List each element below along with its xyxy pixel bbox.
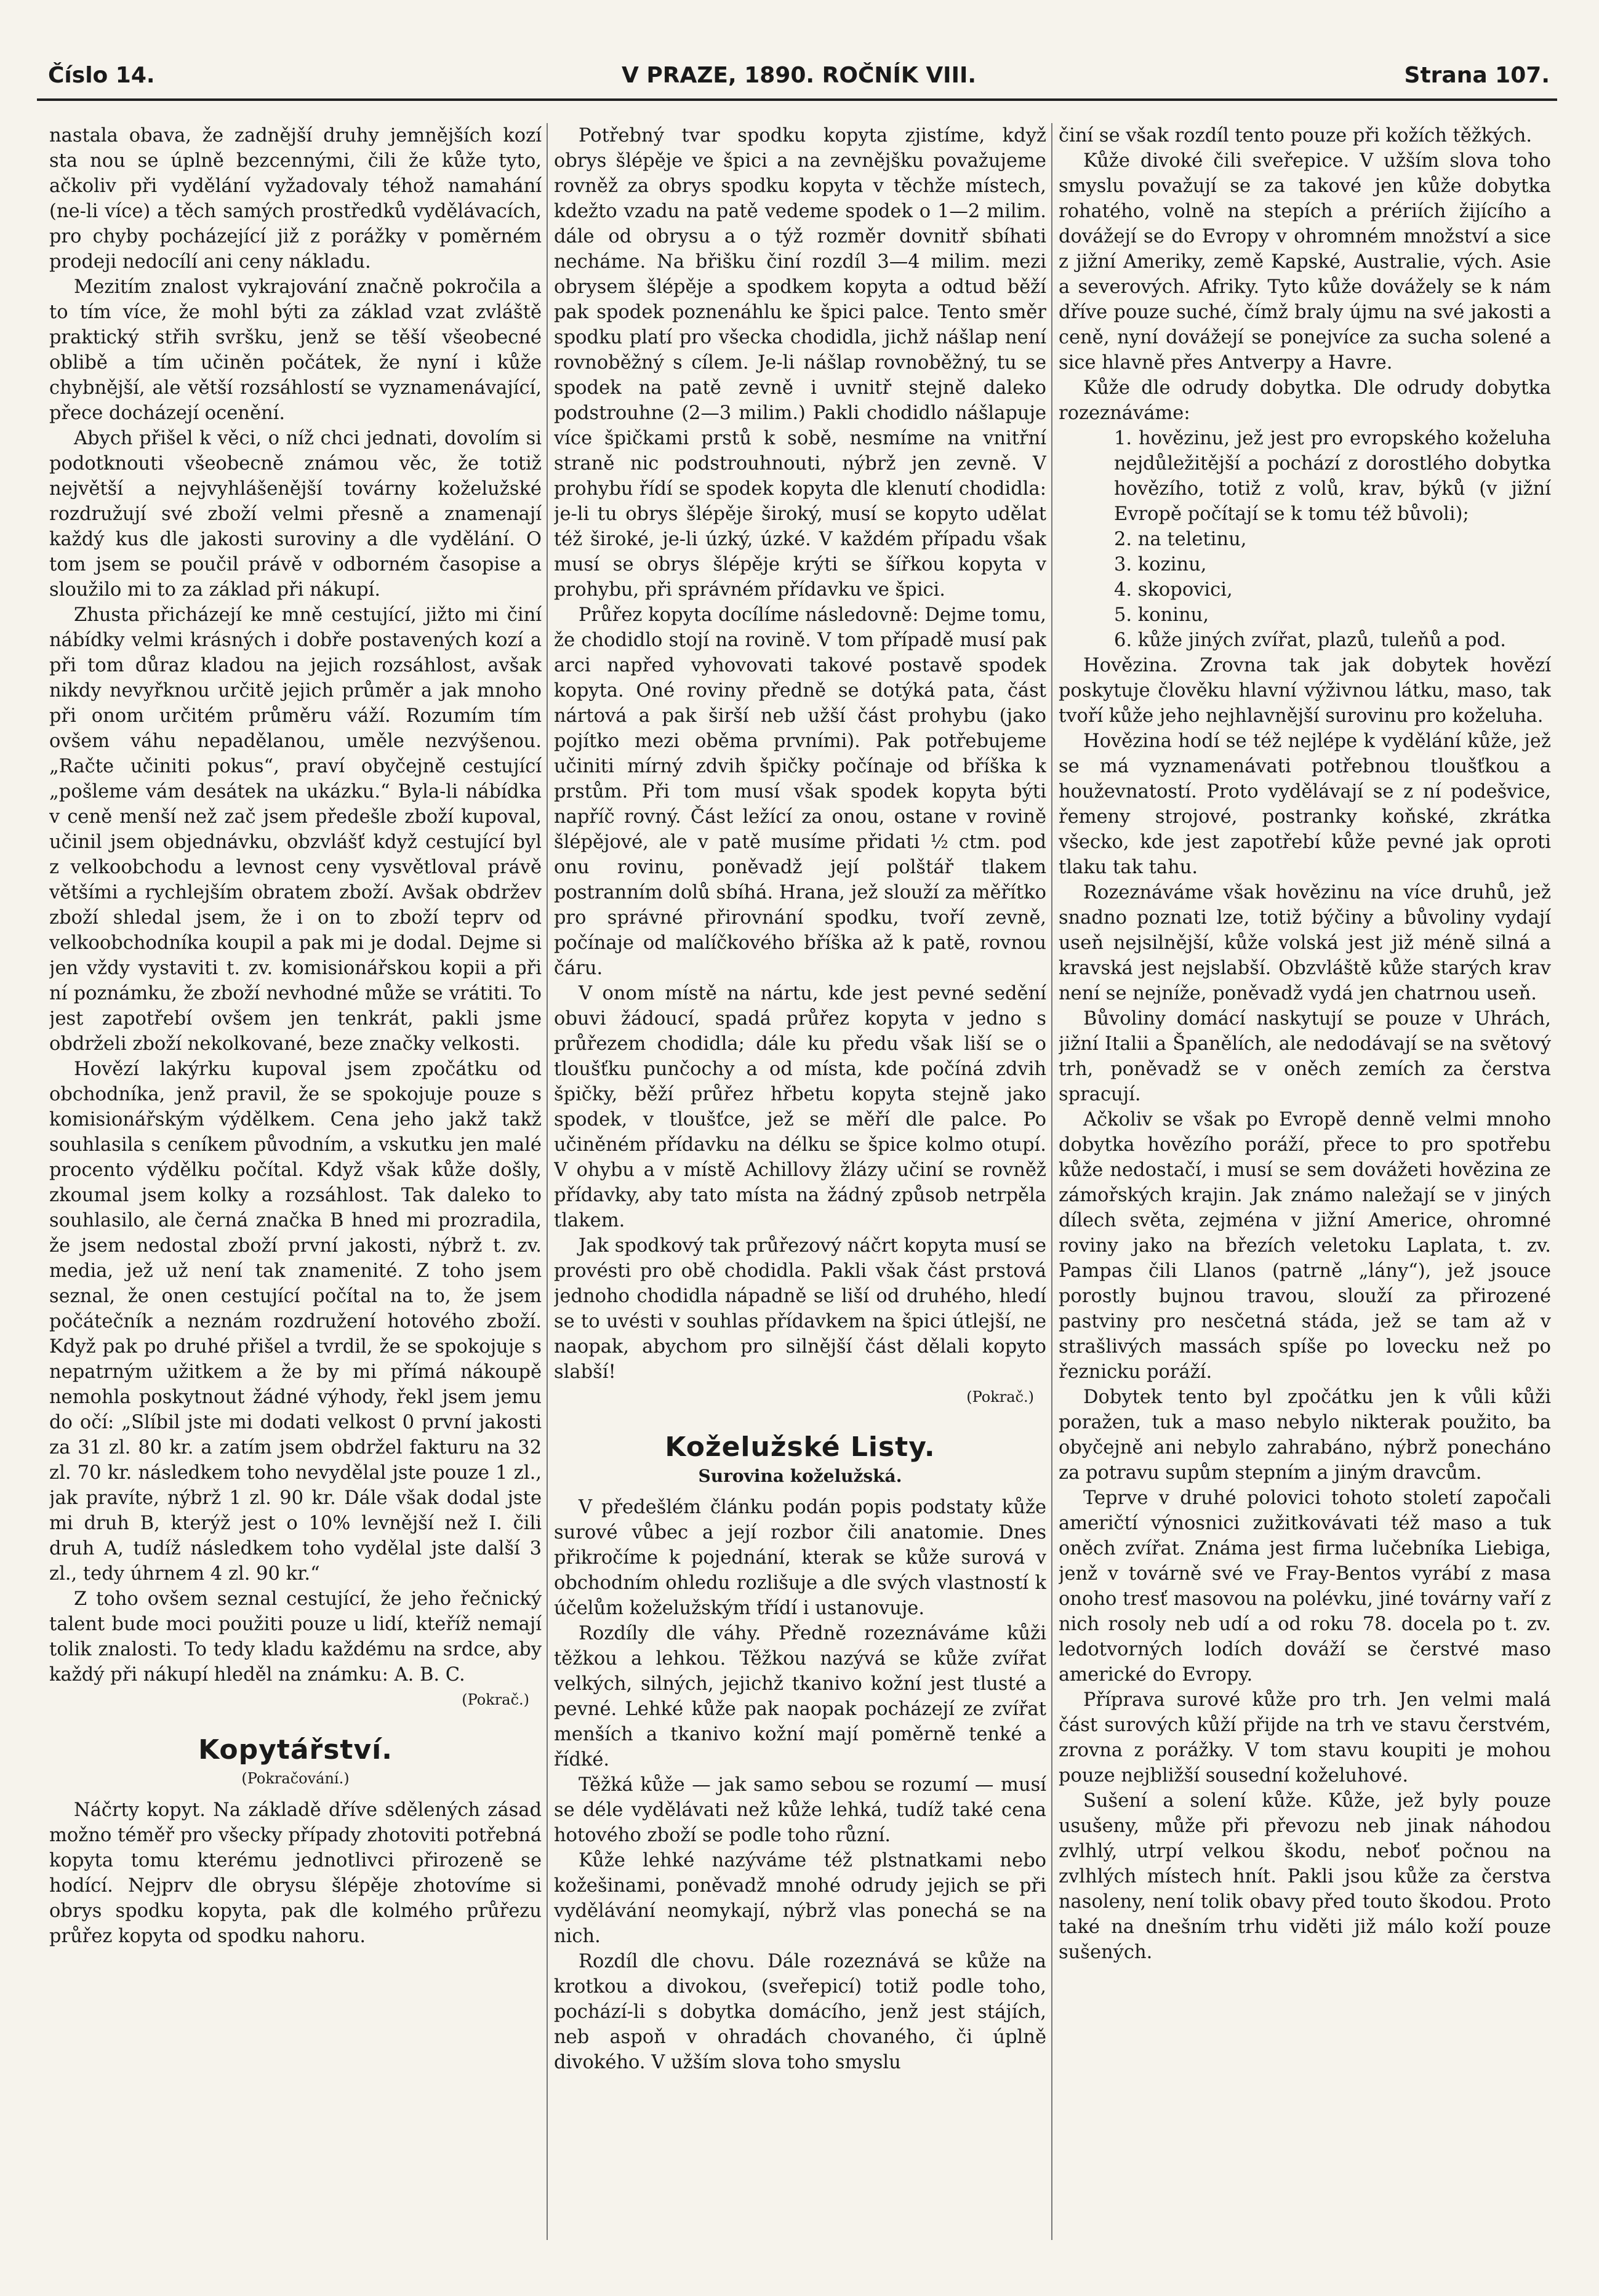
column-3: [1059, 123, 1551, 2259]
section-subtitle: (Pokračování.): [241, 1770, 350, 1787]
paragraph: Hovězina. Zrovna tak jak dobytek hovězí poskytuje člověku hlavní výživnou látku, maso, tak tvoří kůže jeho nejhlavnější surovinu pro koželuha.: [1059, 655, 1551, 727]
issue-number: Číslo 14.: [48, 63, 155, 88]
paragraph: Rozeznáváme však hovězinu na více druhů, jež snadno poznati lze, totiž býčiny a bůvoliny vydají useň nejsilnější, kůže volská jest již méně silná a kravská jest nejslabší. Obzvláště kůže starých krav není se nejníže, poněvadž vydá jen chatrnou useň.: [1059, 882, 1551, 1004]
paragraph: Ačkoliv se však po Evropě denně velmi mnoho dobytka hovězího poráží, přece to pro spotřebu kůže nedostačí, i musí se sem dovážeti hovězina ze zámořských krajin. Jak známo naležají se v jiných dílech světa, zejména v jižní Americe, ohromné roviny jako na březích veletoku Laplata, t. zv. Pampas čili Llanos (patrně „lány“), jež jsouce porostly bujnou travou, slouží za přirozené pastviny pro nesčetná stáda, jež se tam až v strašlivých massách spíše po lovecku než po řeznicku poráží.: [1059, 1109, 1551, 1383]
paragraph: Bůvoliny domácí naskytují se pouze v Uhrách, jižní Italii a Španělích, ale nedodávají se na světový trh, poněvadž se v oněch zemích za čerstva spracují.: [1059, 1008, 1551, 1105]
column-divider-1: [547, 123, 548, 2240]
paragraph: činí se však rozdíl tento pouze při kožích těžkých.: [1059, 125, 1533, 146]
breed-list: [1059, 426, 1551, 653]
list-item: 4. skopovici,: [1114, 579, 1233, 601]
paragraph: Rozdíly dle váhy. Předně rozeznáváme kůži těžkou a lehkou. Těžkou nazývá se kůže zvířat velkých, silných, jejichž tkanivo kožní jest tlusté a pevné. Lehké kůže pak naopak pocházejí ze zvířat menších a tkanivo kožní mají poměrně tenké a řídké.: [554, 1623, 1046, 1770]
place-date-volume: V PRAZE, 1890. ROČNÍK VIII.: [621, 63, 977, 88]
continued-note: (Pokrač.): [462, 1691, 529, 1708]
paragraph: Kůže dle odrudy dobytka. Dle odrudy dobytka rozeznáváme:: [1059, 377, 1551, 424]
paragraph: V předešlém článku podán popis podstaty kůže surové vůbec a její rozbor čili anatomie. Dnes přikročíme k pojednání, kterak se kůže surová v obchodním ohledu rozlišuje a dle svých vlastností k účelům koželužským třídí i ustanovuje.: [554, 1497, 1046, 1619]
paragraph: Kůže lehké nazýváme též plstnatkami nebo kožešinami, poněvadž mnohé odrudy jejich se při vydělávání neomykají, nýbrž vlas ponechá se na nich.: [554, 1850, 1046, 1947]
paragraph: Náčrty kopyt. Na základě dříve sdělených zásad možno téměř pro všecky případy zhotoviti potřebná kopyta tomu kterému jednotlivci přirozeně se hodící. Nejprv dle obrysu šlépěje zhotovíme si obrys spodku kopyta, pak dle kolmého průřezu průřez kopyta od spodku nahoru.: [49, 1799, 542, 1947]
paragraph: Teprve v druhé polovici tohoto století započali američtí výnosnici zužitkovávati též maso a tuk oněch zvířat. Známa jest firma lučebníka Liebiga, jenž v továrně své ve Fray-Bentos vyrábí z masa onoho tresť masovou na polévku, jiné továrny vaří z nich rosoly neb udí a od roku 78. docela po t. zv. ledotvorných lodích dováží se čerstvé maso americké do Evropy.: [1059, 1487, 1551, 1686]
paragraph: Průřez kopyta docílíme následovně: Dejme tomu, že chodidlo stojí na rovině. V tom případě musí pak arci napřed vyhovovati takové postavě spodek kopyta. Oné roviny předně se dotýká pata, část nártová a pak širší neb užší část prohybu (jako pojítko mezi oběma prvními). Pak potřebujeme učiniti mírný zdvih špičky počínaje od bříška k prstům. Při tom musí však spodek kopyta býti napříč rovný. Část ležící za onou, ostane v rovině šlépějové, ale v patě musíme přidati ½ ctm. pod onu rovinu, poněvadž její polštář tlakem postranním dolů sbíhá. Hrana, jež slouží za měřítko pro správné přirovnání spodku, tvoří zevně, počínaje od malíčkového bříška až k patě, rovnou čáru.: [554, 604, 1046, 979]
continued-note: (Pokrač.): [966, 1388, 1034, 1406]
paragraph: Hovězí lakýrku kupoval jsem zpočátku od obchodníka, jenž pravil, že se spokojuje pouze s komisionářským výdělkem. Cena jeho jakž takž souhlasila s ceníkem původním, a vskutku jen malé procento výdělku počítal. Když však kůže došly, zkoumal jsem kolky a rozsáhlost. Tak daleko to souhlasilo, ale černá značka B hned mi prozradila, že jsem nedostal zboží první jakosti, nýbrž t. zv. media, jež už není tak znamenité. Z toho jsem seznal, že onen cestující počítal na to, že jsem počátečník a neznám rozdružení hotového zboží. Když pak po druhé přišel a tvrdil, že se spokojuje s nepatrným užitkem a že by mi přímá nákoupě nemohla poskytnout žádné výhody, řekl jsem jemu do očí: „Slíbil jste mi dodati velkost 0 první jakosti za 31 zl. 80 kr. a zatím jsem obdržel fakturu na 32 zl. 70 kr. následkem toho nevydělal jste pouze 1 zl., jak pravíte, nýbrž 1 zl. 90 kr. Dále však dodal jste mi druh B, kterýž jest o 10% levnější než I. čili druh A, tudíž následkem toho vydělal jste další 3 zl., tedy úhrnem 4 zl. 90 kr.“: [49, 1058, 542, 1585]
paragraph: Příprava surové kůže pro trh. Jen velmi malá část surových kůží přijde na trh ve stavu čerstvém, zrovna z porážky. V tom stavu koupiti je mohou pouze nejbližší sousední koželuhové.: [1059, 1689, 1551, 1786]
page-header: [48, 57, 1550, 94]
section-title-kozeluzske-listy: Koželužské Listy.: [665, 1431, 936, 1463]
paragraph: nastala obava, že zadnější druhy jemnějších kozí sta nou se úplně bezcennými, čili že kůže tyto, ačkoliv při vydělání vyžadovaly téhož namahání (ne-li více) a těch samých prostředků vydělávacích, pro chyby pocházející již z porážky v poměrném prodeji nedocílí ani ceny nákladu.: [49, 125, 542, 273]
column-1: [49, 123, 542, 2259]
page-number: Strana 107.: [1404, 63, 1550, 88]
header-rule: [37, 98, 1557, 101]
list-item: 3. kozinu,: [1114, 554, 1207, 575]
paragraph: Rozdíl dle chovu. Dále rozeznává se kůže na krotkou a divokou, (sveřepicí) totiž podle toho, pochází-li s dobytka domácího, jenž jest stájích, neb aspoň v ohradách chovaného, či úplně divokého. V užším slova toho smyslu: [554, 1951, 1046, 2073]
list-item: 2. na teletinu,: [1114, 529, 1247, 550]
paragraph: Mezitím znalost vykrajování značně pokročila a to tím více, že mohl býti za základ vzat zvláště praktický střih svršku, jenž se těší všeobecné oblibě a tím učiněn počátek, že nyní i kůže chybnější, ale větší rozsáhlostí se vyznamenávající, přece docházejí ocenění.: [49, 276, 542, 424]
paragraph: Z toho ovšem seznal cestující, že jeho řečnický talent bude moci použiti pouze u lidí, kteříž nemají tolik znalosti. To tedy kladu každému na srdce, aby každý při nákupí hleděl na známku: A. B. C.: [49, 1588, 542, 1686]
paragraph: Abych přišel k věci, o níž chci jednati, dovolím si podotknouti všeobecně známou věc, že totiž největší a nejvyhlášenější továrny koželužské rozdružují své zboží velmi přesně a znamenají každý kus dle jakosti suroviny a dle vydělání. O tom jsem se poučil právě v odborném časopise a sloužilo mi to za základ při nákupí.: [49, 428, 542, 601]
paragraph: Hovězina hodí se též nejlépe k vydělání kůže, jež se má vyznamenávati potřebnou tloušťkou a houževnatostí. Proto vydělávají se z ní podešvice, řemeny strojové, postranky koňské, zkrátka všecko, kde jest zapotřebí kůže pevné jak oproti tlaku tak tahu.: [1059, 730, 1551, 878]
paragraph: Kůže divoké čili sveřepice. V užším slova toho smyslu považují se za takové jen kůže dobytka rohatého, volně na stepích a prériích žijícího a dovážejí se do Evropy v ohromném množství a sice z jižní Ameriky, země Kapské, Australie, vých. Asie a severových. Afriky. Tyto kůže dovážely se k nám dříve pouze suché, čímž braly újmu na své jakosti a ceně, nyní dovážejí se ponejvíce za sucha solené a sice hlavně přes Antverpy a Havre.: [1059, 150, 1551, 374]
list-item: 1. hovězinu, jež jest pro evropského koželuha nejdůležitější a pochází z dorostlého dobytka hovězího, totiž z volů, krav, býků (v jižní Evropě počítají se k tomu též bůvoli);: [1114, 428, 1551, 525]
paragraph: V onom místě na nártu, kde jest pevné sedění obuvi žádoucí, spadá průřez kopyta v jedno s průřezem chodidla; dále ku předu však liší se o tloušťku punčochy a od místa, kde počíná zdvih špičky, běží průřez hřbetu kopyta stejně jako spodek, v tloušťce, jež se měří dle palce. Po učiněném přídavku na délku se špice kolmo otupí. V ohybu a v místě Achillovy žlázy učiní se rovněž přídavky, aby tato místa na žádný způsob netrpěla tlakem.: [554, 983, 1046, 1231]
list-item: 6. kůže jiných zvířat, plazů, tuleňů a pod.: [1114, 630, 1506, 651]
list-item: 5. koninu,: [1114, 604, 1209, 626]
column-divider-2: [1051, 123, 1052, 2240]
paragraph: Těžká kůže — jak samo sebou se rozumí — musí se déle vydělávati než kůže lehká, tudíž také cena hotového zboží se podle toho různí.: [554, 1774, 1046, 1846]
column-2: [554, 123, 1046, 2259]
section-title-kopytarstvi: Kopytářství.: [198, 1734, 393, 1766]
paragraph: Dobytek tento byl zpočátku jen k vůli kůži poražen, tuk a maso nebylo nikterak použito, ba obyčejně ani nebylo zahrabáno, nýbrž ponecháno za potravu supům stepním a jiným dravcům.: [1059, 1386, 1551, 1484]
paragraph: Potřebný tvar spodku kopyta zjistíme, když obrys šlépěje ve špici a na zevnějšku považujeme rovněž za obrys spodku kopyta v těchže místech, kdežto vzadu na patě vedeme spodek o 1—2 milim. dále od obrysu a o týž rozměr dovnitř sbíhati necháme. Na břišku činí rozdíl 3—4 milim. mezi obrysem šlépěje a spodkem kopyta a odtud běží pak spodek poznenáhlu ke špici palce. Tento směr spodku platí pro všecka chodidla, jichž nášlap není rovnoběžný s cílem. Je-li nášlap rovnoběžný, tu se spodek na patě zevně i uvnitř stejně daleko podstrouhne (2—3 milim.) Pakli chodidlo nášlapuje více špičkami prstů k sobě, nesmíme na vnitřní straně nic podstrouhnouti, nýbrž jen zevně. V prohybu řídí se spodek kopyta dle klenutí chodidla: je-li tu obrys šlépěje široký, musí se kopyto udělat též široké, je-li úzký, úzké. V každém případu však musí se obrys šlépěje krýti se šířkou kopyta v prohybu, při správném přídavku ve špici.: [554, 125, 1046, 601]
paragraph: Sušení a solení kůže. Kůže, jež byly pouze usušeny, může při převozu neb jinak náhodou zvlhlý, utrpí velkou škodu, neboť počnou na zvlhlých místech hnít. Pakli jsou kůže za čerstva nasoleny, není tolik obavy před touto škodou. Proto také na dnešním trhu viděti již málo koží pouze sušených.: [1059, 1790, 1551, 1963]
section-subtitle: Surovina koželužská.: [698, 1466, 902, 1486]
paragraph: Jak spodkový tak průřezový náčrt kopyta musí se provésti pro obě chodidla. Pakli však část prstová jednoho chodidla nápadně se liší od druhého, hledí se to uvésti v souhlas přídavkem na špici útlejší, ne naopak, abychom pro silnější část dělali kopyto slabší!: [554, 1235, 1046, 1383]
paragraph: Zhusta přicházejí ke mně cestující, jižto mi činí nábídky velmi krásných i dobře postavených kozí a při tom důraz kladou na jejich rozsáhlost, avšak nikdy nevyřknou určitě jejich průměr a jak mnoho při onom určitém průměru váží. Rozumím tím ovšem váhu nepadělanou, uměle nezvýšenou. „Račte učiniti pokus“, praví obyčejně cestující „pošleme vám desátek na ukázku.“ Byla-li nábídka v ceně menší než zač jsem předešle zboží kupoval, učinil jsem objednávku, obzvlášť když cestující byl z velkoobchodu a levnost ceny vysvětloval právě většími a rychlejším obratem zboží. Avšak obdržev zboží shledal jsem, že i on to zboží teprv od velkoobchodníka koupil a pak mi je dodal. Dejme si jen vždy vystaviti t. zv. komisionářskou kopii a při ní poznámku, že zboží nevhodné může se vrátiti. To jest zapotřebí ovšem jen tenkrát, pakli jsme obdrželi zboží nekolkované, beze značky velkosti.: [49, 604, 542, 1055]
